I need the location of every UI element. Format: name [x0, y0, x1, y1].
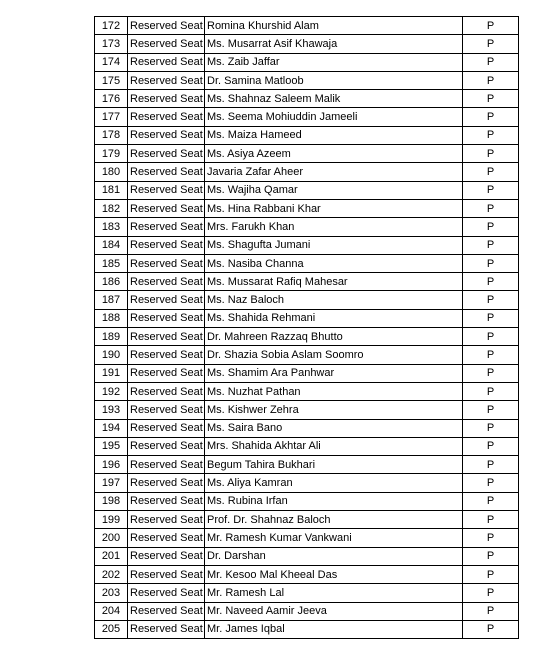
- constituency-cell: Reserved Seat: [128, 492, 205, 510]
- member-name-cell: Dr. Mahreen Razzaq Bhutto: [205, 328, 463, 346]
- table-row: [95, 584, 519, 602]
- member-name-cell: Ms. Wajiha Qamar: [205, 181, 463, 199]
- constituency-cell: Reserved Seat: [128, 511, 205, 529]
- attendance-status-cell: P: [463, 456, 519, 474]
- row-number: 185: [95, 254, 128, 272]
- attendance-status-cell: P: [463, 309, 519, 327]
- table-row: [95, 145, 519, 163]
- constituency-cell: Reserved Seat: [128, 620, 205, 638]
- member-name-cell: Ms. Shagufta Jumani: [205, 236, 463, 254]
- attendance-status-cell: P: [463, 17, 519, 35]
- constituency-cell: Reserved Seat: [128, 53, 205, 71]
- table-row: [95, 328, 519, 346]
- table-row: [95, 273, 519, 291]
- attendance-status-cell: P: [463, 364, 519, 382]
- attendance-status-cell: P: [463, 35, 519, 53]
- constituency-cell: Reserved Seat: [128, 126, 205, 144]
- member-name-cell: Ms. Nuzhat Pathan: [205, 382, 463, 400]
- member-name-cell: Ms. Mussarat Rafiq Mahesar: [205, 273, 463, 291]
- member-name-cell: Ms. Asiya Azeem: [205, 145, 463, 163]
- table-row: [95, 547, 519, 565]
- row-number: 179: [95, 145, 128, 163]
- member-name-cell: Mr. James Iqbal: [205, 620, 463, 638]
- attendance-status-cell: P: [463, 529, 519, 547]
- table-row: [95, 456, 519, 474]
- constituency-cell: Reserved Seat: [128, 71, 205, 89]
- attendance-status-cell: P: [463, 328, 519, 346]
- table-row: [95, 199, 519, 217]
- row-number: 182: [95, 199, 128, 217]
- constituency-cell: Reserved Seat: [128, 565, 205, 583]
- attendance-status-cell: P: [463, 254, 519, 272]
- member-name-cell: Dr. Samina Matloob: [205, 71, 463, 89]
- constituency-cell: Reserved Seat: [128, 17, 205, 35]
- row-number: 178: [95, 126, 128, 144]
- member-name-cell: Ms. Nasiba Channa: [205, 254, 463, 272]
- attendance-status-cell: P: [463, 584, 519, 602]
- row-number: 177: [95, 108, 128, 126]
- row-number: 202: [95, 565, 128, 583]
- row-number: 193: [95, 401, 128, 419]
- constituency-cell: Reserved Seat: [128, 108, 205, 126]
- constituency-cell: Reserved Seat: [128, 328, 205, 346]
- attendance-status-cell: P: [463, 602, 519, 620]
- table-row: [95, 511, 519, 529]
- constituency-cell: Reserved Seat: [128, 90, 205, 108]
- attendance-status-cell: P: [463, 108, 519, 126]
- member-name-cell: Mrs. Shahida Akhtar Ali: [205, 437, 463, 455]
- attendance-status-cell: P: [463, 90, 519, 108]
- table-row: [95, 254, 519, 272]
- constituency-cell: Reserved Seat: [128, 346, 205, 364]
- attendance-status-cell: P: [463, 382, 519, 400]
- member-name-cell: Ms. Aliya Kamran: [205, 474, 463, 492]
- attendance-status-cell: P: [463, 565, 519, 583]
- row-number: 191: [95, 364, 128, 382]
- row-number: 184: [95, 236, 128, 254]
- row-number: 186: [95, 273, 128, 291]
- member-name-cell: Mr. Kesoo Mal Kheeal Das: [205, 565, 463, 583]
- row-number: 203: [95, 584, 128, 602]
- attendance-status-cell: P: [463, 419, 519, 437]
- member-name-cell: Ms. Naz Baloch: [205, 291, 463, 309]
- row-number: 188: [95, 309, 128, 327]
- row-number: 181: [95, 181, 128, 199]
- row-number: 183: [95, 218, 128, 236]
- member-name-cell: Ms. Musarrat Asif Khawaja: [205, 35, 463, 53]
- attendance-status-cell: P: [463, 474, 519, 492]
- constituency-cell: Reserved Seat: [128, 474, 205, 492]
- constituency-cell: Reserved Seat: [128, 236, 205, 254]
- table-row: [95, 346, 519, 364]
- table-row: [95, 126, 519, 144]
- constituency-cell: Reserved Seat: [128, 218, 205, 236]
- member-name-cell: Begum Tahira Bukhari: [205, 456, 463, 474]
- table-row: [95, 90, 519, 108]
- attendance-status-cell: P: [463, 346, 519, 364]
- member-name-cell: Dr. Shazia Sobia Aslam Soomro: [205, 346, 463, 364]
- constituency-cell: Reserved Seat: [128, 35, 205, 53]
- member-name-cell: Prof. Dr. Shahnaz Baloch: [205, 511, 463, 529]
- table-row: [95, 602, 519, 620]
- table-row: [95, 236, 519, 254]
- member-name-cell: Mr. Ramesh Lal: [205, 584, 463, 602]
- member-name-cell: Ms. Shamim Ara Panhwar: [205, 364, 463, 382]
- row-number: 189: [95, 328, 128, 346]
- row-number: 187: [95, 291, 128, 309]
- constituency-cell: Reserved Seat: [128, 419, 205, 437]
- attendance-status-cell: P: [463, 145, 519, 163]
- row-number: 204: [95, 602, 128, 620]
- table-row: [95, 163, 519, 181]
- constituency-cell: Reserved Seat: [128, 309, 205, 327]
- member-name-cell: Mr. Ramesh Kumar Vankwani: [205, 529, 463, 547]
- table-row: [95, 401, 519, 419]
- attendance-status-cell: P: [463, 218, 519, 236]
- constituency-cell: Reserved Seat: [128, 291, 205, 309]
- table-row: [95, 529, 519, 547]
- constituency-cell: Reserved Seat: [128, 364, 205, 382]
- member-name-cell: Romina Khurshid Alam: [205, 17, 463, 35]
- attendance-status-cell: P: [463, 53, 519, 71]
- attendance-status-cell: P: [463, 437, 519, 455]
- table-row: [95, 53, 519, 71]
- row-number: 194: [95, 419, 128, 437]
- constituency-cell: Reserved Seat: [128, 273, 205, 291]
- row-number: 190: [95, 346, 128, 364]
- member-name-cell: Mr. Naveed Aamir Jeeva: [205, 602, 463, 620]
- attendance-status-cell: P: [463, 291, 519, 309]
- row-number: 180: [95, 163, 128, 181]
- constituency-cell: Reserved Seat: [128, 529, 205, 547]
- table-row: [95, 620, 519, 638]
- table-row: [95, 364, 519, 382]
- attendance-status-cell: P: [463, 126, 519, 144]
- row-number: 205: [95, 620, 128, 638]
- constituency-cell: Reserved Seat: [128, 254, 205, 272]
- row-number: 197: [95, 474, 128, 492]
- row-number: 201: [95, 547, 128, 565]
- table-row: [95, 565, 519, 583]
- row-number: 195: [95, 437, 128, 455]
- row-number: 200: [95, 529, 128, 547]
- member-name-cell: Ms. Saira Bano: [205, 419, 463, 437]
- table-row: [95, 382, 519, 400]
- row-number: 192: [95, 382, 128, 400]
- attendance-status-cell: P: [463, 273, 519, 291]
- constituency-cell: Reserved Seat: [128, 547, 205, 565]
- attendance-status-cell: P: [463, 199, 519, 217]
- constituency-cell: Reserved Seat: [128, 382, 205, 400]
- constituency-cell: Reserved Seat: [128, 401, 205, 419]
- attendance-status-cell: P: [463, 547, 519, 565]
- row-number: 198: [95, 492, 128, 510]
- table-row: [95, 181, 519, 199]
- member-name-cell: Ms. Rubina Irfan: [205, 492, 463, 510]
- row-number: 172: [95, 17, 128, 35]
- member-name-cell: Ms. Seema Mohiuddin Jameeli: [205, 108, 463, 126]
- constituency-cell: Reserved Seat: [128, 456, 205, 474]
- attendance-table: [94, 16, 519, 639]
- constituency-cell: Reserved Seat: [128, 602, 205, 620]
- table-row: [95, 309, 519, 327]
- member-name-cell: Ms. Shahnaz Saleem Malik: [205, 90, 463, 108]
- row-number: 175: [95, 71, 128, 89]
- member-name-cell: Ms. Shahida Rehmani: [205, 309, 463, 327]
- table-row: [95, 437, 519, 455]
- constituency-cell: Reserved Seat: [128, 199, 205, 217]
- member-name-cell: Mrs. Farukh Khan: [205, 218, 463, 236]
- attendance-status-cell: P: [463, 401, 519, 419]
- table-row: [95, 71, 519, 89]
- attendance-status-cell: P: [463, 620, 519, 638]
- attendance-status-cell: P: [463, 163, 519, 181]
- attendance-status-cell: P: [463, 236, 519, 254]
- attendance-status-cell: P: [463, 71, 519, 89]
- table-row: [95, 108, 519, 126]
- row-number: 174: [95, 53, 128, 71]
- table-row: [95, 218, 519, 236]
- member-name-cell: Dr. Darshan: [205, 547, 463, 565]
- member-name-cell: Javaria Zafar Aheer: [205, 163, 463, 181]
- table-row: [95, 419, 519, 437]
- constituency-cell: Reserved Seat: [128, 584, 205, 602]
- constituency-cell: Reserved Seat: [128, 181, 205, 199]
- row-number: 173: [95, 35, 128, 53]
- table-row: [95, 17, 519, 35]
- table-row: [95, 474, 519, 492]
- attendance-table-body: [95, 17, 519, 639]
- member-name-cell: Ms. Maiza Hameed: [205, 126, 463, 144]
- member-name-cell: Ms. Kishwer Zehra: [205, 401, 463, 419]
- row-number: 176: [95, 90, 128, 108]
- attendance-status-cell: P: [463, 492, 519, 510]
- row-number: 196: [95, 456, 128, 474]
- table-row: [95, 291, 519, 309]
- table-row: [95, 492, 519, 510]
- constituency-cell: Reserved Seat: [128, 145, 205, 163]
- table-row: [95, 35, 519, 53]
- attendance-status-cell: P: [463, 181, 519, 199]
- member-name-cell: Ms. Zaib Jaffar: [205, 53, 463, 71]
- attendance-status-cell: P: [463, 511, 519, 529]
- constituency-cell: Reserved Seat: [128, 437, 205, 455]
- row-number: 199: [95, 511, 128, 529]
- constituency-cell: Reserved Seat: [128, 163, 205, 181]
- member-name-cell: Ms. Hina Rabbani Khar: [205, 199, 463, 217]
